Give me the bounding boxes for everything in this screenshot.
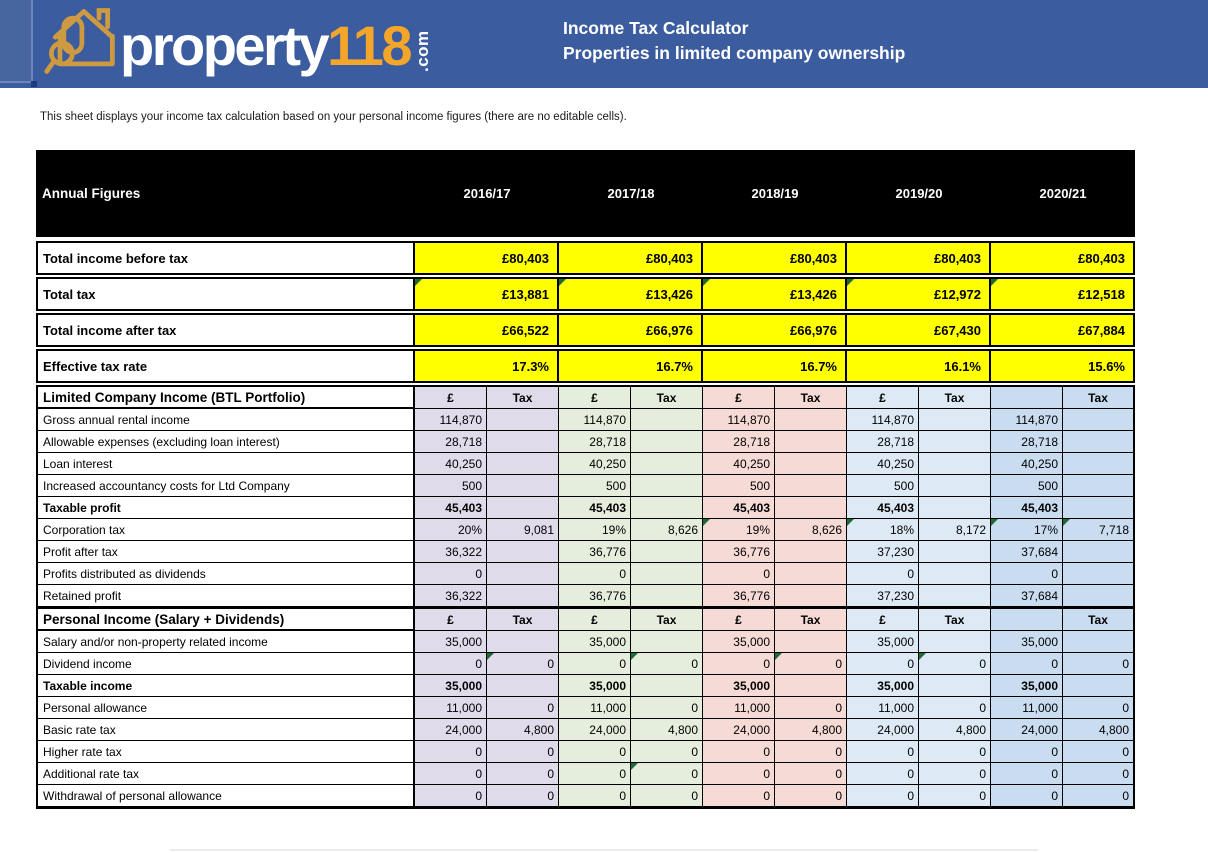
data-cell[interactable] — [1063, 453, 1135, 475]
data-cell[interactable]: 0 — [775, 741, 847, 763]
data-cell[interactable] — [631, 675, 703, 697]
row-label[interactable]: Withdrawal of personal allowance — [36, 785, 415, 807]
data-cell[interactable]: 36,776 — [703, 541, 775, 563]
data-cell[interactable]: 24,000 — [415, 719, 487, 741]
data-cell[interactable]: 19% — [559, 519, 631, 541]
data-cell[interactable]: 40,250 — [703, 453, 775, 475]
data-cell[interactable]: 11,000 — [559, 697, 631, 719]
intro-text: This sheet displays your income tax calculation based on your personal income figures (there are no editable cells). — [40, 111, 627, 123]
table-row — [36, 785, 1135, 807]
data-cell[interactable]: 0 — [415, 563, 487, 585]
data-cell[interactable]: 8,626 — [775, 519, 847, 541]
data-cell[interactable] — [631, 631, 703, 653]
data-cell[interactable] — [775, 585, 847, 607]
comment-marker-icon — [703, 279, 710, 286]
data-cell[interactable] — [775, 631, 847, 653]
comment-marker-icon — [847, 519, 854, 526]
data-cell[interactable] — [1063, 563, 1135, 585]
data-cell[interactable]: 36,776 — [559, 585, 631, 607]
data-cell[interactable]: 0 — [559, 785, 631, 807]
data-cell[interactable]: 28,718 — [847, 431, 919, 453]
row-label[interactable]: Basic rate tax — [36, 719, 415, 741]
data-cell[interactable] — [919, 453, 991, 475]
data-cell[interactable]: 0 — [487, 697, 559, 719]
data-cell[interactable]: 0 — [559, 763, 631, 785]
comment-marker-icon — [631, 763, 638, 770]
summary-value-cell[interactable]: 16.1% — [847, 349, 991, 383]
data-cell[interactable]: 4,800 — [919, 719, 991, 741]
row-label[interactable]: Total income after tax — [36, 313, 415, 347]
data-cell[interactable]: 500 — [559, 475, 631, 497]
data-cell[interactable]: 0 — [1063, 697, 1135, 719]
data-cell[interactable] — [1063, 675, 1135, 697]
row-label[interactable]: Salary and/or non-property related income — [36, 631, 415, 653]
data-cell[interactable]: 0 — [559, 653, 631, 675]
data-cell[interactable]: 0 — [415, 741, 487, 763]
data-cell[interactable]: 24,000 — [991, 719, 1063, 741]
data-cell[interactable]: 0 — [703, 763, 775, 785]
data-cell[interactable]: 0 — [847, 741, 919, 763]
data-cell[interactable]: 40,250 — [559, 453, 631, 475]
data-cell[interactable] — [919, 497, 991, 519]
data-cell[interactable]: 4,800 — [631, 719, 703, 741]
column-header-cell[interactable]: Tax — [919, 607, 991, 631]
summary-value-cell[interactable]: £80,403 — [415, 241, 559, 275]
data-cell[interactable]: 35,000 — [991, 631, 1063, 653]
table-row — [36, 453, 1135, 475]
row-label[interactable]: Gross annual rental income — [36, 409, 415, 431]
data-cell[interactable] — [487, 541, 559, 563]
table-row — [36, 631, 1135, 653]
summary-value-cell[interactable]: £13,881 — [415, 277, 559, 311]
year-header: 2019/20 — [895, 186, 943, 201]
data-cell[interactable]: 0 — [847, 763, 919, 785]
data-cell[interactable] — [919, 675, 991, 697]
summary-row — [36, 241, 1135, 275]
comment-marker-icon — [703, 519, 710, 526]
data-cell[interactable]: 0 — [991, 653, 1063, 675]
sheet-header-row — [36, 150, 1135, 237]
comment-marker-icon — [991, 519, 998, 526]
row-label[interactable]: Dividend income — [36, 653, 415, 675]
comment-marker-icon — [991, 279, 998, 286]
data-cell[interactable]: 0 — [847, 653, 919, 675]
data-cell[interactable]: 0 — [991, 741, 1063, 763]
table-row — [36, 563, 1135, 585]
tax-calculation-sheet — [36, 150, 1135, 809]
row-label[interactable]: Loan interest — [36, 453, 415, 475]
row-label[interactable]: Higher rate tax — [36, 741, 415, 763]
row-label[interactable]: Additional rate tax — [36, 763, 415, 785]
data-cell[interactable]: 37,230 — [847, 541, 919, 563]
data-cell[interactable]: 40,250 — [847, 453, 919, 475]
data-cell[interactable] — [487, 675, 559, 697]
data-cell[interactable]: 36,776 — [703, 585, 775, 607]
data-cell[interactable]: 11,000 — [991, 697, 1063, 719]
data-cell[interactable]: 0 — [1063, 741, 1135, 763]
comment-marker-icon — [919, 653, 926, 660]
page-title-line2: Properties in limited company ownership — [563, 42, 906, 63]
year-header: 2020/21 — [1039, 186, 1087, 201]
table-row — [36, 697, 1135, 719]
year-header: 2017/18 — [607, 186, 655, 201]
column-header-cell[interactable]: £ — [559, 385, 631, 409]
data-cell[interactable] — [1063, 475, 1135, 497]
data-cell[interactable]: 45,403 — [991, 497, 1063, 519]
top-banner — [0, 0, 1208, 88]
data-cell[interactable]: 0 — [919, 697, 991, 719]
column-header-cell[interactable]: Tax — [631, 607, 703, 631]
data-cell[interactable]: 0 — [631, 763, 703, 785]
data-cell[interactable]: 0 — [775, 785, 847, 807]
data-cell[interactable]: 0 — [415, 653, 487, 675]
data-cell[interactable] — [919, 585, 991, 607]
comment-marker-icon — [631, 653, 638, 660]
data-cell[interactable]: 0 — [919, 785, 991, 807]
data-cell[interactable]: 35,000 — [559, 631, 631, 653]
data-cell[interactable]: 0 — [919, 741, 991, 763]
data-cell[interactable]: 28,718 — [415, 431, 487, 453]
data-cell[interactable]: 114,870 — [847, 409, 919, 431]
data-cell[interactable]: 11,000 — [415, 697, 487, 719]
column-header-cell[interactable]: £ — [415, 607, 487, 631]
summary-value-cell[interactable]: 17.3% — [415, 349, 559, 383]
data-cell[interactable]: 36,322 — [415, 541, 487, 563]
table-row — [36, 475, 1135, 497]
summary-value-cell[interactable]: £66,976 — [559, 313, 703, 347]
table-row — [36, 585, 1135, 607]
summary-value-cell[interactable]: £67,430 — [847, 313, 991, 347]
section-header-row — [36, 385, 1135, 409]
row-label[interactable]: Allowable expenses (excluding loan interest) — [36, 431, 415, 453]
data-cell[interactable] — [631, 563, 703, 585]
summary-value-cell[interactable]: £12,518 — [991, 277, 1135, 311]
data-cell[interactable]: 36,776 — [559, 541, 631, 563]
data-cell[interactable]: 28,718 — [703, 431, 775, 453]
data-cell[interactable]: 11,000 — [703, 697, 775, 719]
selection-box — [0, 0, 33, 83]
comment-marker-icon — [847, 279, 854, 286]
data-cell[interactable] — [1063, 497, 1135, 519]
data-cell[interactable] — [775, 431, 847, 453]
data-cell[interactable] — [775, 453, 847, 475]
data-cell[interactable]: 11,000 — [847, 697, 919, 719]
data-cell[interactable]: 35,000 — [991, 675, 1063, 697]
data-cell[interactable]: 9,081 — [487, 519, 559, 541]
column-header-cell[interactable]: £ — [847, 385, 919, 409]
row-label[interactable]: Retained profit — [36, 585, 415, 607]
data-cell[interactable]: 0 — [631, 653, 703, 675]
comment-marker-icon — [559, 279, 566, 286]
data-cell[interactable]: 17% — [991, 519, 1063, 541]
data-cell[interactable]: 37,684 — [991, 541, 1063, 563]
data-cell[interactable] — [919, 431, 991, 453]
data-cell[interactable] — [1063, 631, 1135, 653]
data-cell[interactable] — [631, 475, 703, 497]
selection-handle — [31, 81, 37, 87]
year-header: 2018/19 — [751, 186, 799, 201]
data-cell[interactable]: 0 — [703, 563, 775, 585]
section-title[interactable]: Limited Company Income (BTL Portfolio) — [36, 385, 415, 409]
summary-row — [36, 277, 1135, 311]
house-magnifier-icon — [40, 2, 120, 84]
data-cell[interactable]: 4,800 — [487, 719, 559, 741]
data-cell[interactable] — [487, 409, 559, 431]
data-cell[interactable] — [487, 585, 559, 607]
data-cell[interactable] — [1063, 409, 1135, 431]
data-cell[interactable]: 36,322 — [415, 585, 487, 607]
data-cell[interactable]: 0 — [991, 563, 1063, 585]
data-cell[interactable] — [487, 431, 559, 453]
annual-figures-header: Annual Figures — [42, 186, 141, 201]
column-header-cell[interactable] — [991, 607, 1063, 631]
column-header-cell[interactable]: Tax — [775, 607, 847, 631]
comment-marker-icon — [415, 279, 422, 286]
data-cell[interactable] — [487, 453, 559, 475]
data-cell[interactable]: 24,000 — [847, 719, 919, 741]
summary-value-cell[interactable]: £80,403 — [559, 241, 703, 275]
summary-value-cell[interactable]: £66,976 — [703, 313, 847, 347]
data-cell[interactable]: 35,000 — [415, 675, 487, 697]
data-cell[interactable]: 114,870 — [991, 409, 1063, 431]
data-cell[interactable]: 18% — [847, 519, 919, 541]
summary-rows — [36, 241, 1135, 383]
data-cell[interactable]: 0 — [919, 653, 991, 675]
summary-value-cell[interactable]: 16.7% — [559, 349, 703, 383]
data-cell[interactable]: 35,000 — [559, 675, 631, 697]
column-header-cell[interactable]: Tax — [775, 385, 847, 409]
data-cell[interactable] — [775, 497, 847, 519]
data-cell[interactable]: 0 — [1063, 785, 1135, 807]
data-cell[interactable] — [1063, 585, 1135, 607]
table-row — [36, 519, 1135, 541]
data-cell[interactable]: 0 — [487, 785, 559, 807]
summary-value-cell[interactable]: £80,403 — [991, 241, 1135, 275]
data-cell[interactable]: 0 — [559, 563, 631, 585]
row-label[interactable]: Effective tax rate — [36, 349, 415, 383]
summary-value-cell[interactable]: £67,884 — [991, 313, 1135, 347]
data-cell[interactable]: 45,403 — [559, 497, 631, 519]
data-cell[interactable] — [919, 631, 991, 653]
data-cell[interactable]: 500 — [991, 475, 1063, 497]
row-label[interactable]: Total income before tax — [36, 241, 415, 275]
data-cell[interactable] — [775, 541, 847, 563]
row-label[interactable]: Profits distributed as dividends — [36, 563, 415, 585]
table-row — [36, 763, 1135, 785]
data-cell[interactable]: 40,250 — [415, 453, 487, 475]
data-cell[interactable]: 24,000 — [703, 719, 775, 741]
summary-value-cell[interactable]: 16.7% — [703, 349, 847, 383]
data-cell[interactable] — [919, 541, 991, 563]
logo-wordmark: property118 — [120, 14, 410, 77]
section-title[interactable]: Personal Income (Salary + Dividends) — [36, 607, 415, 631]
table-row — [36, 431, 1135, 453]
table-row — [36, 541, 1135, 563]
data-cell[interactable]: 0 — [775, 763, 847, 785]
data-cell[interactable]: 0 — [775, 653, 847, 675]
data-cell[interactable]: 24,000 — [559, 719, 631, 741]
bottom-divider — [170, 849, 1038, 851]
data-cell[interactable] — [1063, 541, 1135, 563]
column-header-cell[interactable] — [991, 385, 1063, 409]
data-cell[interactable]: 500 — [847, 475, 919, 497]
data-cell[interactable]: 0 — [631, 741, 703, 763]
column-header-cell[interactable]: Tax — [1063, 607, 1135, 631]
data-cell[interactable] — [487, 631, 559, 653]
row-label[interactable]: Taxable profit — [36, 497, 415, 519]
data-cell[interactable]: 45,403 — [847, 497, 919, 519]
data-cell[interactable] — [919, 409, 991, 431]
data-cell[interactable]: 0 — [487, 763, 559, 785]
summary-value-cell[interactable]: £80,403 — [703, 241, 847, 275]
data-cell[interactable]: 40,250 — [991, 453, 1063, 475]
table-row — [36, 675, 1135, 697]
data-cell[interactable] — [631, 409, 703, 431]
data-cell[interactable]: 4,800 — [1063, 719, 1135, 741]
column-header-cell[interactable]: £ — [559, 607, 631, 631]
summary-value-cell[interactable]: £13,426 — [703, 277, 847, 311]
data-cell[interactable]: 7,718 — [1063, 519, 1135, 541]
data-cell[interactable]: 0 — [1063, 653, 1135, 675]
table-row — [36, 497, 1135, 519]
data-cell[interactable]: 37,230 — [847, 585, 919, 607]
data-cell[interactable]: 35,000 — [847, 631, 919, 653]
table-row — [36, 719, 1135, 741]
logo-118: 118 — [327, 14, 410, 77]
property118-logo — [40, 4, 433, 84]
data-cell[interactable] — [487, 563, 559, 585]
summary-value-cell[interactable]: £13,426 — [559, 277, 703, 311]
year-header: 2016/17 — [463, 186, 511, 201]
column-header-cell[interactable]: £ — [703, 607, 775, 631]
data-cell[interactable]: 0 — [703, 653, 775, 675]
data-cell[interactable] — [487, 497, 559, 519]
comment-marker-icon — [487, 653, 494, 660]
data-cell[interactable]: 0 — [775, 697, 847, 719]
column-header-cell[interactable]: £ — [415, 385, 487, 409]
data-cell[interactable] — [1063, 431, 1135, 453]
data-cell[interactable]: 19% — [703, 519, 775, 541]
data-cell[interactable]: 8,626 — [631, 519, 703, 541]
column-header-cell[interactable]: Tax — [919, 385, 991, 409]
column-header-cell[interactable]: £ — [703, 385, 775, 409]
data-cell[interactable]: 45,403 — [703, 497, 775, 519]
data-cell[interactable] — [631, 453, 703, 475]
summary-row — [36, 313, 1135, 347]
data-cell[interactable] — [631, 431, 703, 453]
data-cell[interactable] — [775, 475, 847, 497]
page-title-line1: Income Tax Calculator — [563, 18, 749, 38]
data-cell[interactable]: 28,718 — [559, 431, 631, 453]
data-cell[interactable]: 0 — [559, 741, 631, 763]
data-cell[interactable]: 114,870 — [703, 409, 775, 431]
summary-value-cell[interactable]: 15.6% — [991, 349, 1135, 383]
data-cell[interactable]: 35,000 — [703, 675, 775, 697]
data-cell[interactable]: 0 — [487, 653, 559, 675]
data-cell[interactable] — [487, 475, 559, 497]
data-cell[interactable]: 0 — [991, 785, 1063, 807]
comment-marker-icon — [775, 653, 782, 660]
data-cell[interactable] — [631, 585, 703, 607]
data-cell[interactable]: 35,000 — [703, 631, 775, 653]
section-rows — [36, 385, 1135, 809]
row-label[interactable]: Personal allowance — [36, 697, 415, 719]
row-label[interactable]: Corporation tax — [36, 519, 415, 541]
column-header-cell[interactable]: £ — [847, 607, 919, 631]
data-cell[interactable] — [775, 675, 847, 697]
data-cell[interactable]: 0 — [487, 741, 559, 763]
data-cell[interactable]: 0 — [703, 785, 775, 807]
summary-value-cell[interactable]: £80,403 — [847, 241, 991, 275]
data-cell[interactable]: 0 — [991, 763, 1063, 785]
data-cell[interactable]: 20% — [415, 519, 487, 541]
data-cell[interactable] — [919, 563, 991, 585]
data-cell[interactable]: 8,172 — [919, 519, 991, 541]
data-cell[interactable] — [775, 563, 847, 585]
data-cell[interactable] — [919, 475, 991, 497]
row-label[interactable]: Profit after tax — [36, 541, 415, 563]
data-cell[interactable]: 0 — [847, 563, 919, 585]
data-cell[interactable]: 37,684 — [991, 585, 1063, 607]
data-cell[interactable]: 0 — [415, 785, 487, 807]
section-header-row — [36, 607, 1135, 631]
row-label[interactable]: Taxable income — [36, 675, 415, 697]
data-cell[interactable]: 500 — [415, 475, 487, 497]
page-title — [563, 16, 905, 66]
column-header-cell[interactable]: Tax — [1063, 385, 1135, 409]
data-cell[interactable]: 0 — [631, 785, 703, 807]
data-cell[interactable]: 0 — [631, 697, 703, 719]
data-cell[interactable]: 35,000 — [415, 631, 487, 653]
data-cell[interactable]: 28,718 — [991, 431, 1063, 453]
logo-com: .com — [413, 30, 432, 72]
data-cell[interactable] — [775, 409, 847, 431]
row-label[interactable]: Increased accountancy costs for Ltd Company — [36, 475, 415, 497]
data-cell[interactable]: 0 — [1063, 763, 1135, 785]
data-cell[interactable]: 35,000 — [847, 675, 919, 697]
column-header-cell[interactable]: Tax — [487, 607, 559, 631]
column-header-cell[interactable]: Tax — [631, 385, 703, 409]
data-cell[interactable] — [631, 497, 703, 519]
data-cell[interactable]: 114,870 — [415, 409, 487, 431]
table-row — [36, 653, 1135, 675]
data-cell[interactable]: 0 — [847, 785, 919, 807]
data-cell[interactable]: 500 — [703, 475, 775, 497]
summary-row — [36, 349, 1135, 383]
data-cell[interactable]: 0 — [919, 763, 991, 785]
summary-value-cell[interactable]: £66,522 — [415, 313, 559, 347]
summary-value-cell[interactable]: £12,972 — [847, 277, 991, 311]
comment-marker-icon — [1063, 519, 1070, 526]
row-label[interactable]: Total tax — [36, 277, 415, 311]
data-cell[interactable]: 0 — [415, 763, 487, 785]
data-cell[interactable]: 114,870 — [559, 409, 631, 431]
table-row — [36, 409, 1135, 431]
table-row — [36, 741, 1135, 763]
data-cell[interactable]: 45,403 — [415, 497, 487, 519]
column-header-cell[interactable]: Tax — [487, 385, 559, 409]
data-cell[interactable]: 4,800 — [775, 719, 847, 741]
data-cell[interactable]: 0 — [703, 741, 775, 763]
data-cell[interactable] — [631, 541, 703, 563]
